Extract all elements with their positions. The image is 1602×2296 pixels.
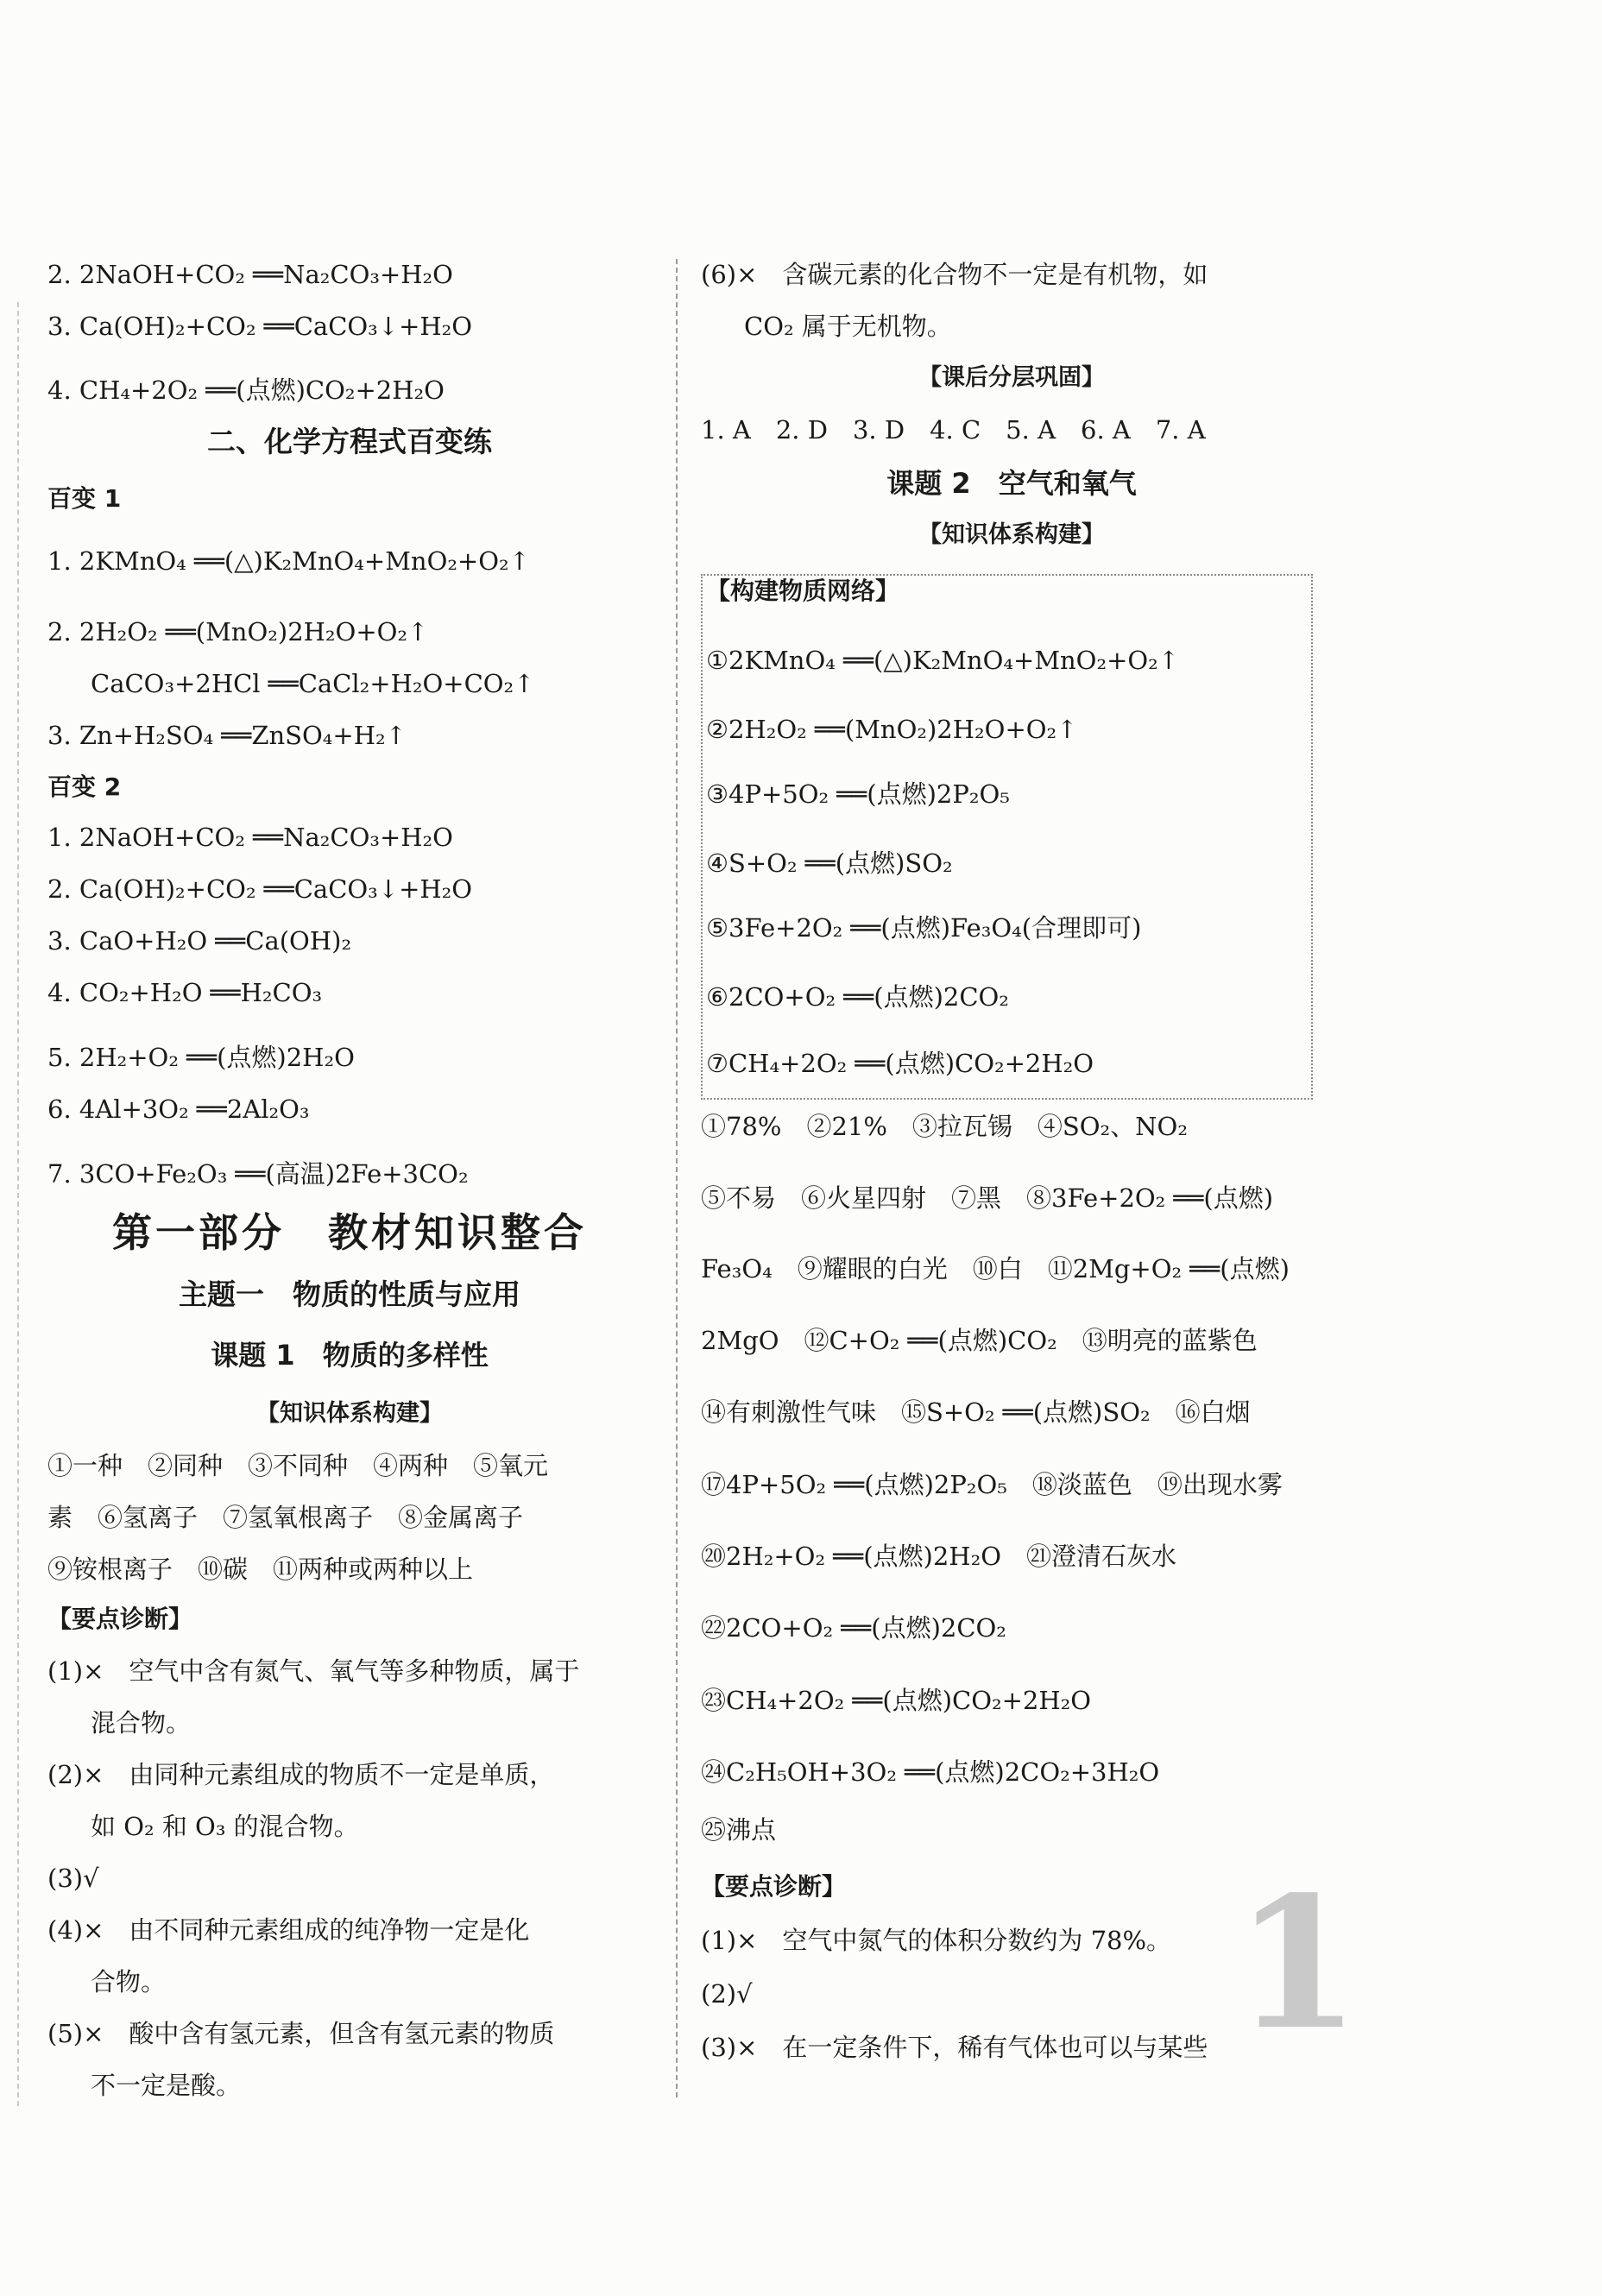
network-title: 【构建物质网络】 [706, 577, 900, 605]
diagnosis-line: 如 O₂ 和 O₃ 的混合物。 [91, 1812, 359, 1841]
variant-title: 百变 2 [47, 773, 122, 801]
equation-line: 4. CO₂+H₂O ══H₂CO₃ [47, 978, 323, 1007]
diagnosis-line: (3)√ [47, 1864, 99, 1893]
page-number: 1 [1234, 1857, 1361, 2070]
equation-line: 4. CH₄+2O₂ ══(点燃)CO₂+2H₂O [47, 375, 445, 405]
answer-line: 2MgO ⑫C+O₂ ══(点燃)CO₂ ⑬明亮的蓝紫色 [701, 1326, 1258, 1355]
equation-line: 2. Ca(OH)₂+CO₂ ══CaCO₃↓+H₂O [47, 874, 473, 904]
equation-line: 1. 2KMnO₄ ══(△)K₂MnO₄+MnO₂+O₂↑ [47, 546, 530, 576]
answer-line: Fe₃O₄ ⑨耀眼的白光 ⑩白 ⑪2Mg+O₂ ══(点燃) [701, 1254, 1290, 1284]
diagnosis-line: (2)√ [701, 1979, 753, 2009]
equation-line: 3. Ca(OH)₂+CO₂ ══CaCO₃↓+H₂O [47, 312, 473, 341]
answer-line: ⑰4P+5O₂ ══(点燃)2P₂O₅ ⑱淡蓝色 ⑲出现水雾 [701, 1470, 1283, 1499]
answer-line: ㉕沸点 [701, 1815, 777, 1845]
answer-line: ①78% ②21% ③拉瓦锡 ④SO₂、NO₂ [701, 1112, 1188, 1141]
lesson-title: 课题 2 空气和氧气 [886, 467, 1137, 500]
equation-line: 6. 4Al+3O₂ ══2Al₂O₃ [47, 1094, 310, 1124]
network-equation: ⑦CH₄+2O₂ ══(点燃)CO₂+2H₂O [706, 1049, 1094, 1078]
answer-line: ㉒2CO+O₂ ══(点燃)2CO₂ [701, 1613, 1006, 1643]
diagnosis-line: 混合物。 [91, 1708, 192, 1738]
equation-line: 3. CaO+H₂O ══Ca(OH)₂ [47, 926, 352, 956]
diagnosis-line: (6)× 含碳元素的化合物不一定是有机物，如 [701, 260, 1208, 289]
equation-line: 1. 2NaOH+CO₂ ══Na₂CO₃+H₂O [47, 823, 453, 852]
equation-line: 2. 2NaOH+CO₂ ══Na₂CO₃+H₂O [47, 260, 453, 289]
diagnosis-line: 不一定是酸。 [91, 2071, 242, 2100]
diagnosis-line: (4)× 由不同种元素组成的纯净物一定是化 [47, 1915, 530, 1945]
variant-title: 百变 1 [47, 484, 122, 513]
theme-title: 主题一 物质的性质与应用 [179, 1277, 520, 1311]
diagnosis-title: 【要点诊断】 [701, 1872, 847, 1901]
answer-key: 1. A 2. D 3. D 4. C 5. A 6. A 7. A [701, 415, 1206, 445]
knowledge-title: 【知识体系构建】 [256, 1400, 443, 1427]
diagnosis-line: (2)× 由同种元素组成的物质不一定是单质， [47, 1760, 555, 1789]
left-margin-dashed-line [17, 302, 19, 2106]
answer-line: ⑨铵根离子 ⑩碳 ⑪两种或两种以上 [47, 1555, 474, 1584]
network-equation: ③4P+5O₂ ══(点燃)2P₂O₅ [706, 779, 1010, 809]
answer-line: ⑭有刺激性气味 ⑮S+O₂ ══(点燃)SO₂ ⑯白烟 [701, 1397, 1251, 1427]
network-equation: ②2H₂O₂ ══(MnO₂)2H₂O+O₂↑ [706, 715, 1078, 744]
equation-line: 5. 2H₂+O₂ ══(点燃)2H₂O [47, 1043, 355, 1072]
diagnosis-line: (1)× 空气中氮气的体积分数约为 78%。 [701, 1926, 1172, 1955]
column-divider [676, 259, 678, 2097]
equation-line: CaCO₃+2HCl ══CaCl₂+H₂O+CO₂↑ [91, 669, 535, 698]
diagnosis-line: CO₂ 属于无机物。 [744, 312, 952, 341]
equation-line: 7. 3CO+Fe₂O₃ ══(高温)2Fe+3CO₂ [47, 1159, 469, 1189]
equation-line: 2. 2H₂O₂ ══(MnO₂)2H₂O+O₂↑ [47, 617, 429, 647]
network-equation: ⑤3Fe+2O₂ ══(点燃)Fe₃O₄(合理即可) [706, 913, 1142, 943]
section-title: 二、化学方程式百变练 [207, 425, 492, 458]
diagnosis-line: (1)× 空气中含有氮气、氧气等多种物质，属于 [47, 1656, 580, 1686]
diagnosis-line: (5)× 酸中含有氢元素，但含有氢元素的物质 [47, 2019, 555, 2048]
answer-line: ①一种 ②同种 ③不同种 ④两种 ⑤氧元 [47, 1451, 549, 1480]
answer-line: ㉔C₂H₅OH+3O₂ ══(点燃)2CO₂+3H₂O [701, 1757, 1160, 1787]
knowledge-title: 【知识体系构建】 [918, 521, 1105, 548]
network-equation: ⑥2CO+O₂ ══(点燃)2CO₂ [706, 982, 1009, 1012]
network-equation: ④S+O₂ ══(点燃)SO₂ [706, 848, 953, 878]
diagnosis-line: (3)× 在一定条件下，稀有气体也可以与某些 [701, 2033, 1208, 2062]
lesson-title: 课题 1 物质的多样性 [211, 1339, 489, 1372]
answer-line: ⑤不易 ⑥火星四射 ⑦黑 ⑧3Fe+2O₂ ══(点燃) [701, 1183, 1274, 1213]
diagnosis-line: 合物。 [91, 1967, 167, 1996]
equation-line: 3. Zn+H₂SO₄ ══ZnSO₄+H₂↑ [47, 721, 407, 750]
answer-line: ⑳2H₂+O₂ ══(点燃)2H₂O ㉑澄清石灰水 [701, 1542, 1176, 1571]
answer-line: 素 ⑥氢离子 ⑦氢氧根离子 ⑧金属离子 [47, 1503, 524, 1532]
answer-line: ㉓CH₄+2O₂ ══(点燃)CO₂+2H₂O [701, 1686, 1092, 1715]
network-equation: ①2KMnO₄ ══(△)K₂MnO₄+MnO₂+O₂↑ [706, 646, 1180, 675]
diagnosis-title: 【要点诊断】 [47, 1605, 193, 1633]
part-title: 第一部分 教材知识整合 [112, 1209, 587, 1256]
homework-title: 【课后分层巩固】 [918, 364, 1105, 391]
